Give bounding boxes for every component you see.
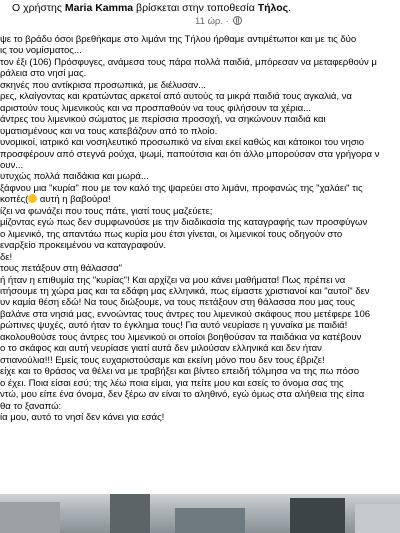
photo-region (290, 498, 345, 533)
post-line: ο λιμενικό, της απαντάω πως κυρία μου έτσι γίνεται, οι λιμενικοί τους οδηγούν στο (0, 228, 343, 240)
post-line: είχε και το θράσος να θέλει να με τραβήξει και βίντεο επειδή τόλμησα να της πω πόσο (0, 366, 359, 378)
post-line: θα το ξαναπώ: (0, 400, 62, 412)
post-line: ίζει να φωνάζει που τους πάτε, γιατί τους μαζεύετε; (0, 205, 213, 217)
post-line (0, 194, 400, 205)
post-line: υνομικοί, ιατρικό και νοσηλευτικό προσωπικό να είναι εκεί καθώς και κάτοικοι του νησιο (0, 137, 365, 149)
photo-region (355, 504, 400, 533)
post-line: υματισμένους και να τους κατεβάζουν από το πλοίο. (0, 125, 218, 137)
globe-icon (233, 16, 242, 25)
header-middle: βρίσκεται στην τοποθεσία (133, 2, 258, 14)
post-line: δε! (0, 251, 13, 263)
post-line: βαλάνε στα νησιά μας, εννοώντας τους άντρες του λιμενικού σκάφους που μετέφερε 106 (0, 308, 371, 320)
post-line: ξάφνου μια "κυρία" που με τον καλό της ψαρεύει στο λιμάνι, προφανώς της "χαλάει" τις (0, 182, 363, 194)
post-photo[interactable] (0, 494, 400, 533)
post-line: υτυχώς πολλά παιδάκια και μωρά... (0, 171, 149, 183)
location-link[interactable]: Τήλος (257, 2, 289, 14)
post-line: τους πετάξουν στη θάλασσα" (0, 263, 122, 275)
post-timestamp[interactable] (195, 16, 242, 27)
post-line: ις του νομίσματος... (0, 45, 82, 57)
post-line: ιτήσουμε τη χώρα μας και τα εδάφη μας ελληνικά, πως είμαστε χριστιανοί και "αυτοί" δεν (0, 285, 370, 297)
post-line: στιανούλια!!! Εμείς τους ευχαριστούσαμε και εκείνη μόνο που δεν τους έβριζε! (0, 354, 325, 366)
post-line-text: κοπές( (0, 194, 29, 206)
post-line: ντώ, μου είπε ένα όνομα, δεν ξέρω αν είναι το αληθινό, εγώ όμως στα αλήθεια της είπα (0, 389, 365, 401)
author-name-link[interactable]: Maria Kamma (64, 2, 134, 14)
photo-region (175, 508, 245, 533)
post-line: ή ήταν η επιθυμία της "κυρίας"! Και αρχίζει να μου κάνει μαθήματα! Πως πρέπει να (0, 274, 346, 286)
post-line: ο έχει. Ποια είσαι εσύ; της λέω ποια είμαι, για πείτε μου και εσείς το όνομα σας της (0, 377, 344, 389)
post-line: ακολουθούσε τους άντρες του λιμενικού οι οποίοι βοηθούσαν τα παιδάκια να κατέβουν (0, 331, 362, 343)
post-line: εναρξείο προκειμένου να καταγραφούν. (0, 240, 166, 252)
post-line: μίζοντας εγώ πως δεν συμφωνούσε με την διαδικασία της καταγραφής των προσφύγων (0, 217, 368, 229)
post-line: ουν... (0, 159, 24, 171)
post-line-suffix: αυτή η βαβούρα! (37, 194, 111, 206)
post-line: άντρες του λιμενικού σώματος με περίσσια προσοχή, να σηκώνουν παιδιά και (0, 114, 326, 126)
photo-region (0, 502, 60, 533)
post-body (0, 34, 400, 494)
post-line: ψε το βράδυ όσοι βρεθήκαμε στο λιμάνι της Τήλου ήρθαμε αντιμέτωποι και με τις δύο (0, 34, 357, 45)
post-line: ία μου, αυτό το νησί δεν κάνει για εσάς! (0, 411, 165, 423)
photo-region (110, 494, 150, 533)
post-line: ράλεια στο νησί μας. (0, 68, 87, 80)
post-author-line (12, 2, 291, 14)
header-prefix: Ο χρήστης (12, 2, 65, 14)
post-line: τον έξι (106) Πρόσφυγες, ανάμεσα τους πάρα πολλά παιδιά, μπόρεσαν να μεταφερθούν μ (0, 56, 377, 68)
post-line: ρες, κλαίγοντας και κρατώντας αρκετοί από αυτούς τα μικρά παιδιά τους αγκαλιά, να (0, 91, 352, 103)
smiling-emoji-icon (28, 194, 37, 203)
post-line: σκηνές που αντίκρισα προσωπικά, με διέλυσαν... (0, 79, 206, 91)
timestamp-text[interactable]: 11 ώρ. · (195, 16, 229, 27)
post-line: αριστούν τους λιμενικούς και να προσπαθούν να τους φιλήσουν τα χέρια... (0, 102, 312, 114)
post-line: ρώπινες ψυχές, αυτό ήταν το έγκλημα τους! Για αυτό νευρίασε η γυναίκα με παιδιά! (0, 320, 348, 332)
post-line: υν καμία θέση εδώ! Να τους διώξουμε, να τους πετάξουν στη θάλασσα που μας τους (0, 297, 355, 309)
post-line: ο το σκάφος και αυτή νευρίασε γιατί αυτά δεν μιλούσαν ελληνικά και δεν ήταν (0, 343, 322, 355)
header-suffix: . (288, 2, 292, 14)
post-line: προσφέρουν από στεγνά ρούχα, ψωμί, παπούτσια και ότι άλλο μπορούσαν στα γρήγορα ν (0, 148, 380, 160)
